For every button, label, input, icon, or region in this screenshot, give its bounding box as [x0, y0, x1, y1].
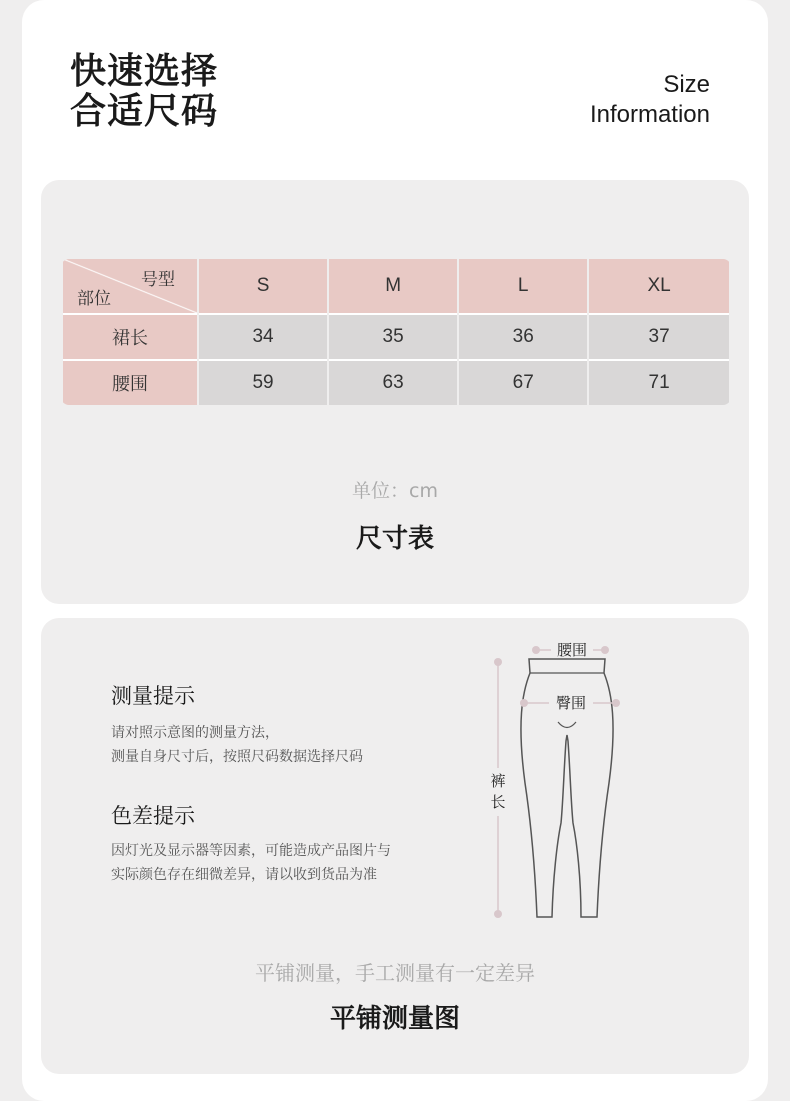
table-row: [63, 315, 729, 361]
measure-tip-line2: 测量自身尺寸后，按照尺码数据选择尺码: [111, 749, 363, 765]
size-header-xl: XL: [589, 259, 729, 315]
size-table-title: 尺寸表: [355, 524, 434, 554]
waist-label: 腰围: [556, 641, 588, 659]
color-tip-line1: 因灯光及显示器等因素，可能造成产品图片与: [111, 843, 391, 859]
table-row: [63, 361, 729, 405]
size-header-s: S: [199, 259, 327, 315]
color-tip-text: [111, 839, 391, 887]
measurement-note: 平铺测量，手工测量有一定差异: [255, 961, 535, 985]
hip-marker-right: [612, 699, 620, 707]
page-title-line2: 合适尺码: [70, 91, 219, 132]
size-table-corner: [63, 259, 197, 315]
size-table-header-row: [63, 259, 729, 315]
table-cell: 36: [459, 315, 587, 361]
color-tip-line2: 实际颜色存在细微差异，请以收到货品为准: [111, 867, 377, 883]
subtitle-en-line1: Size: [663, 71, 710, 98]
table-cell: 35: [329, 315, 457, 361]
crotch-seam: [558, 722, 576, 728]
color-tip-title: 色差提示: [111, 804, 195, 828]
row-label: 裙长: [63, 315, 197, 361]
page-title-line1: 快速选择: [70, 51, 219, 92]
length-marker-top: [494, 658, 502, 666]
size-header-m: M: [329, 259, 457, 315]
size-table: [61, 259, 731, 405]
length-label-2: 长: [490, 793, 506, 811]
measurement-panel: [41, 618, 749, 1074]
corner-part-label: 部位: [77, 289, 111, 309]
measure-tip-title: 测量提示: [111, 684, 195, 708]
size-table-panel: [41, 180, 749, 604]
measurement-title: 平铺测量图: [329, 1004, 460, 1034]
unit-label: 单位：cm: [352, 480, 438, 502]
table-cell: 37: [589, 315, 729, 361]
page-title: [70, 52, 218, 132]
measure-tip-text: [111, 721, 363, 769]
page-subtitle-en: [590, 70, 710, 130]
table-cell: 59: [199, 361, 327, 405]
measure-tip-line1: 请对照示意图的测量方法，: [111, 725, 279, 741]
table-cell: 67: [459, 361, 587, 405]
length-marker-bottom: [494, 910, 502, 918]
row-label: 腰围: [63, 361, 197, 405]
table-cell: 63: [329, 361, 457, 405]
waist-marker-left: [532, 646, 540, 654]
table-cell: 71: [589, 361, 729, 405]
subtitle-en-line2: Information: [589, 101, 710, 128]
size-header-l: L: [459, 259, 587, 315]
corner-size-label: 号型: [141, 270, 175, 290]
pants-measurement-diagram: [481, 633, 681, 933]
table-cell: 34: [199, 315, 327, 361]
length-label-1: 裤: [490, 772, 506, 790]
hip-marker-left: [520, 699, 528, 707]
hip-label: 臀围: [555, 694, 587, 712]
waist-marker-right: [601, 646, 609, 654]
